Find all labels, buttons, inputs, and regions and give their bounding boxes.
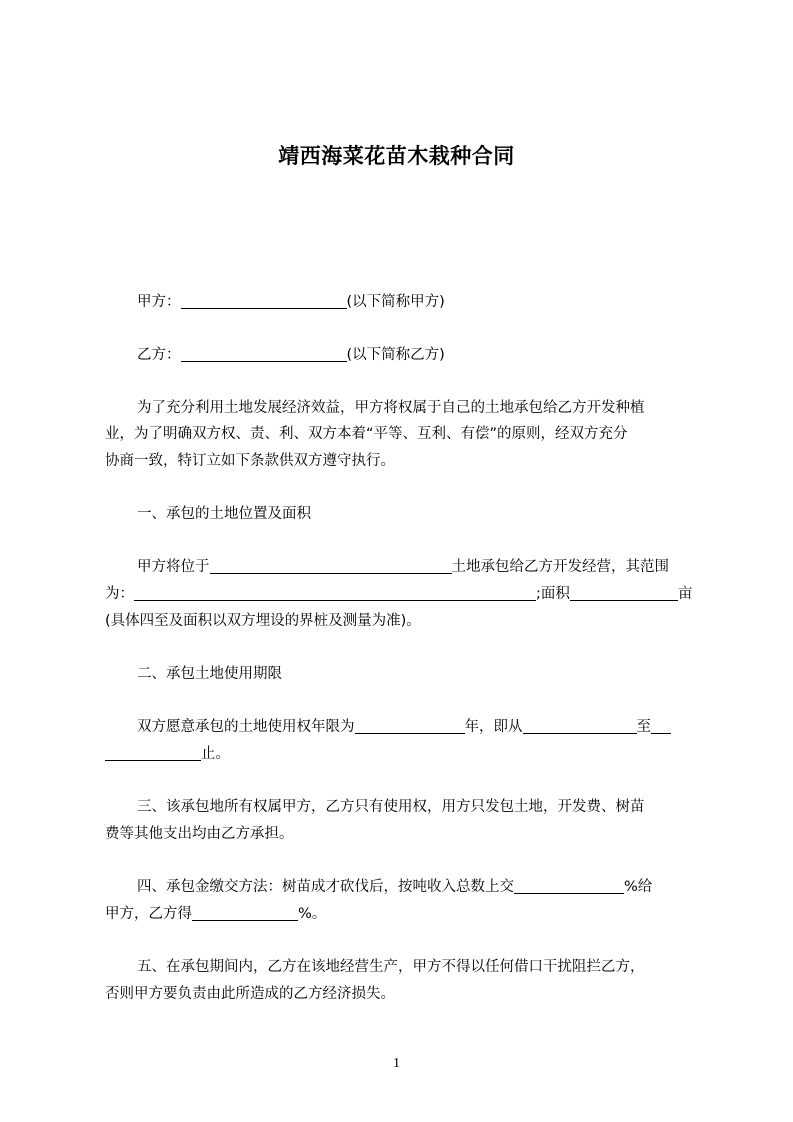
scope-blank <box>134 586 536 601</box>
party-b-suffix: (以下简称乙方) <box>346 347 445 363</box>
section1-line2-post: 亩 <box>677 586 693 602</box>
years-blank <box>355 719 465 734</box>
section2-line2-post: 止。 <box>201 746 230 762</box>
section4-line2-post: %。 <box>298 906 327 922</box>
section2-line1-mid: 年，即从 <box>464 719 523 735</box>
section1-heading: 一、承包的土地位置及面积 <box>137 506 311 522</box>
section1-line-1 <box>137 557 669 577</box>
intro-line-1: 为了充分利用土地发展经济效益，甲方将权属于自己的土地承包给乙方开发种植 <box>137 400 645 416</box>
party-a-suffix: (以下简称甲方) <box>346 294 445 310</box>
section1-line1-pre: 甲方将位于 <box>137 559 210 575</box>
section2-line-2 <box>105 744 230 764</box>
party-b-percent-blank <box>192 906 298 921</box>
section1-line-2 <box>105 584 692 604</box>
section2-line1-post: 至 <box>636 719 651 735</box>
section1-line2-mid: ;面积 <box>536 586 570 602</box>
section3-line-1: 三、该承包地所有权属甲方，乙方只有使用权，用方只发包土地，开发费、树苗 <box>137 799 645 815</box>
section4-line-1 <box>137 877 652 897</box>
party-a-percent-blank <box>514 879 624 894</box>
section3-line-2: 费等其他支出均由乙方承担。 <box>105 826 294 842</box>
section1-line1-post: 土地承包给乙方开发经营，其范围 <box>451 559 669 575</box>
start-date-blank <box>523 719 637 734</box>
party-b-blank <box>181 347 347 362</box>
document-title: 靖西海菜花苗木栽种合同 <box>278 144 515 168</box>
section5-line-1: 五、在承包期间内，乙方在该地经营生产，甲方不得以任何借口干扰阻拦乙方， <box>137 959 645 975</box>
section2-line-1 <box>137 717 671 737</box>
end-date-blank-start <box>651 719 671 734</box>
section4-line-2 <box>105 904 326 924</box>
section5-line-2: 否则甲方要负责由此所造成的乙方经济损失。 <box>105 986 395 1002</box>
section1-line-3: (具体四至及面积以双方埋设的界桩及测量为准)。 <box>105 613 421 629</box>
section1-line2-pre: 为： <box>105 586 134 602</box>
party-a-label: 甲方： <box>137 294 181 310</box>
intro-line-2: 业，为了明确双方权、责、利、双方本着“平等、互利、有偿”的原则，经双方充分 <box>105 426 628 442</box>
party-a-blank <box>181 294 347 309</box>
section4-line1-pre: 四、承包金缴交方法：树苗成才砍伐后，按吨收入总数上交 <box>137 879 514 895</box>
intro-line-3: 协商一致，特订立如下条款供双方遵守执行。 <box>105 453 395 469</box>
area-blank <box>570 586 678 601</box>
section2-heading: 二、承包土地使用期限 <box>137 666 282 682</box>
section4-line1-post: %给 <box>624 879 653 895</box>
section4-line2-pre: 甲方，乙方得 <box>105 906 192 922</box>
location-blank <box>210 559 452 574</box>
party-b-label: 乙方： <box>137 347 181 363</box>
party-a-line <box>137 292 445 312</box>
end-date-blank <box>105 746 201 761</box>
page-number: 1 <box>393 1056 400 1071</box>
section2-line1-pre: 双方愿意承包的土地使用权年限为 <box>137 719 355 735</box>
party-b-line <box>137 345 445 365</box>
